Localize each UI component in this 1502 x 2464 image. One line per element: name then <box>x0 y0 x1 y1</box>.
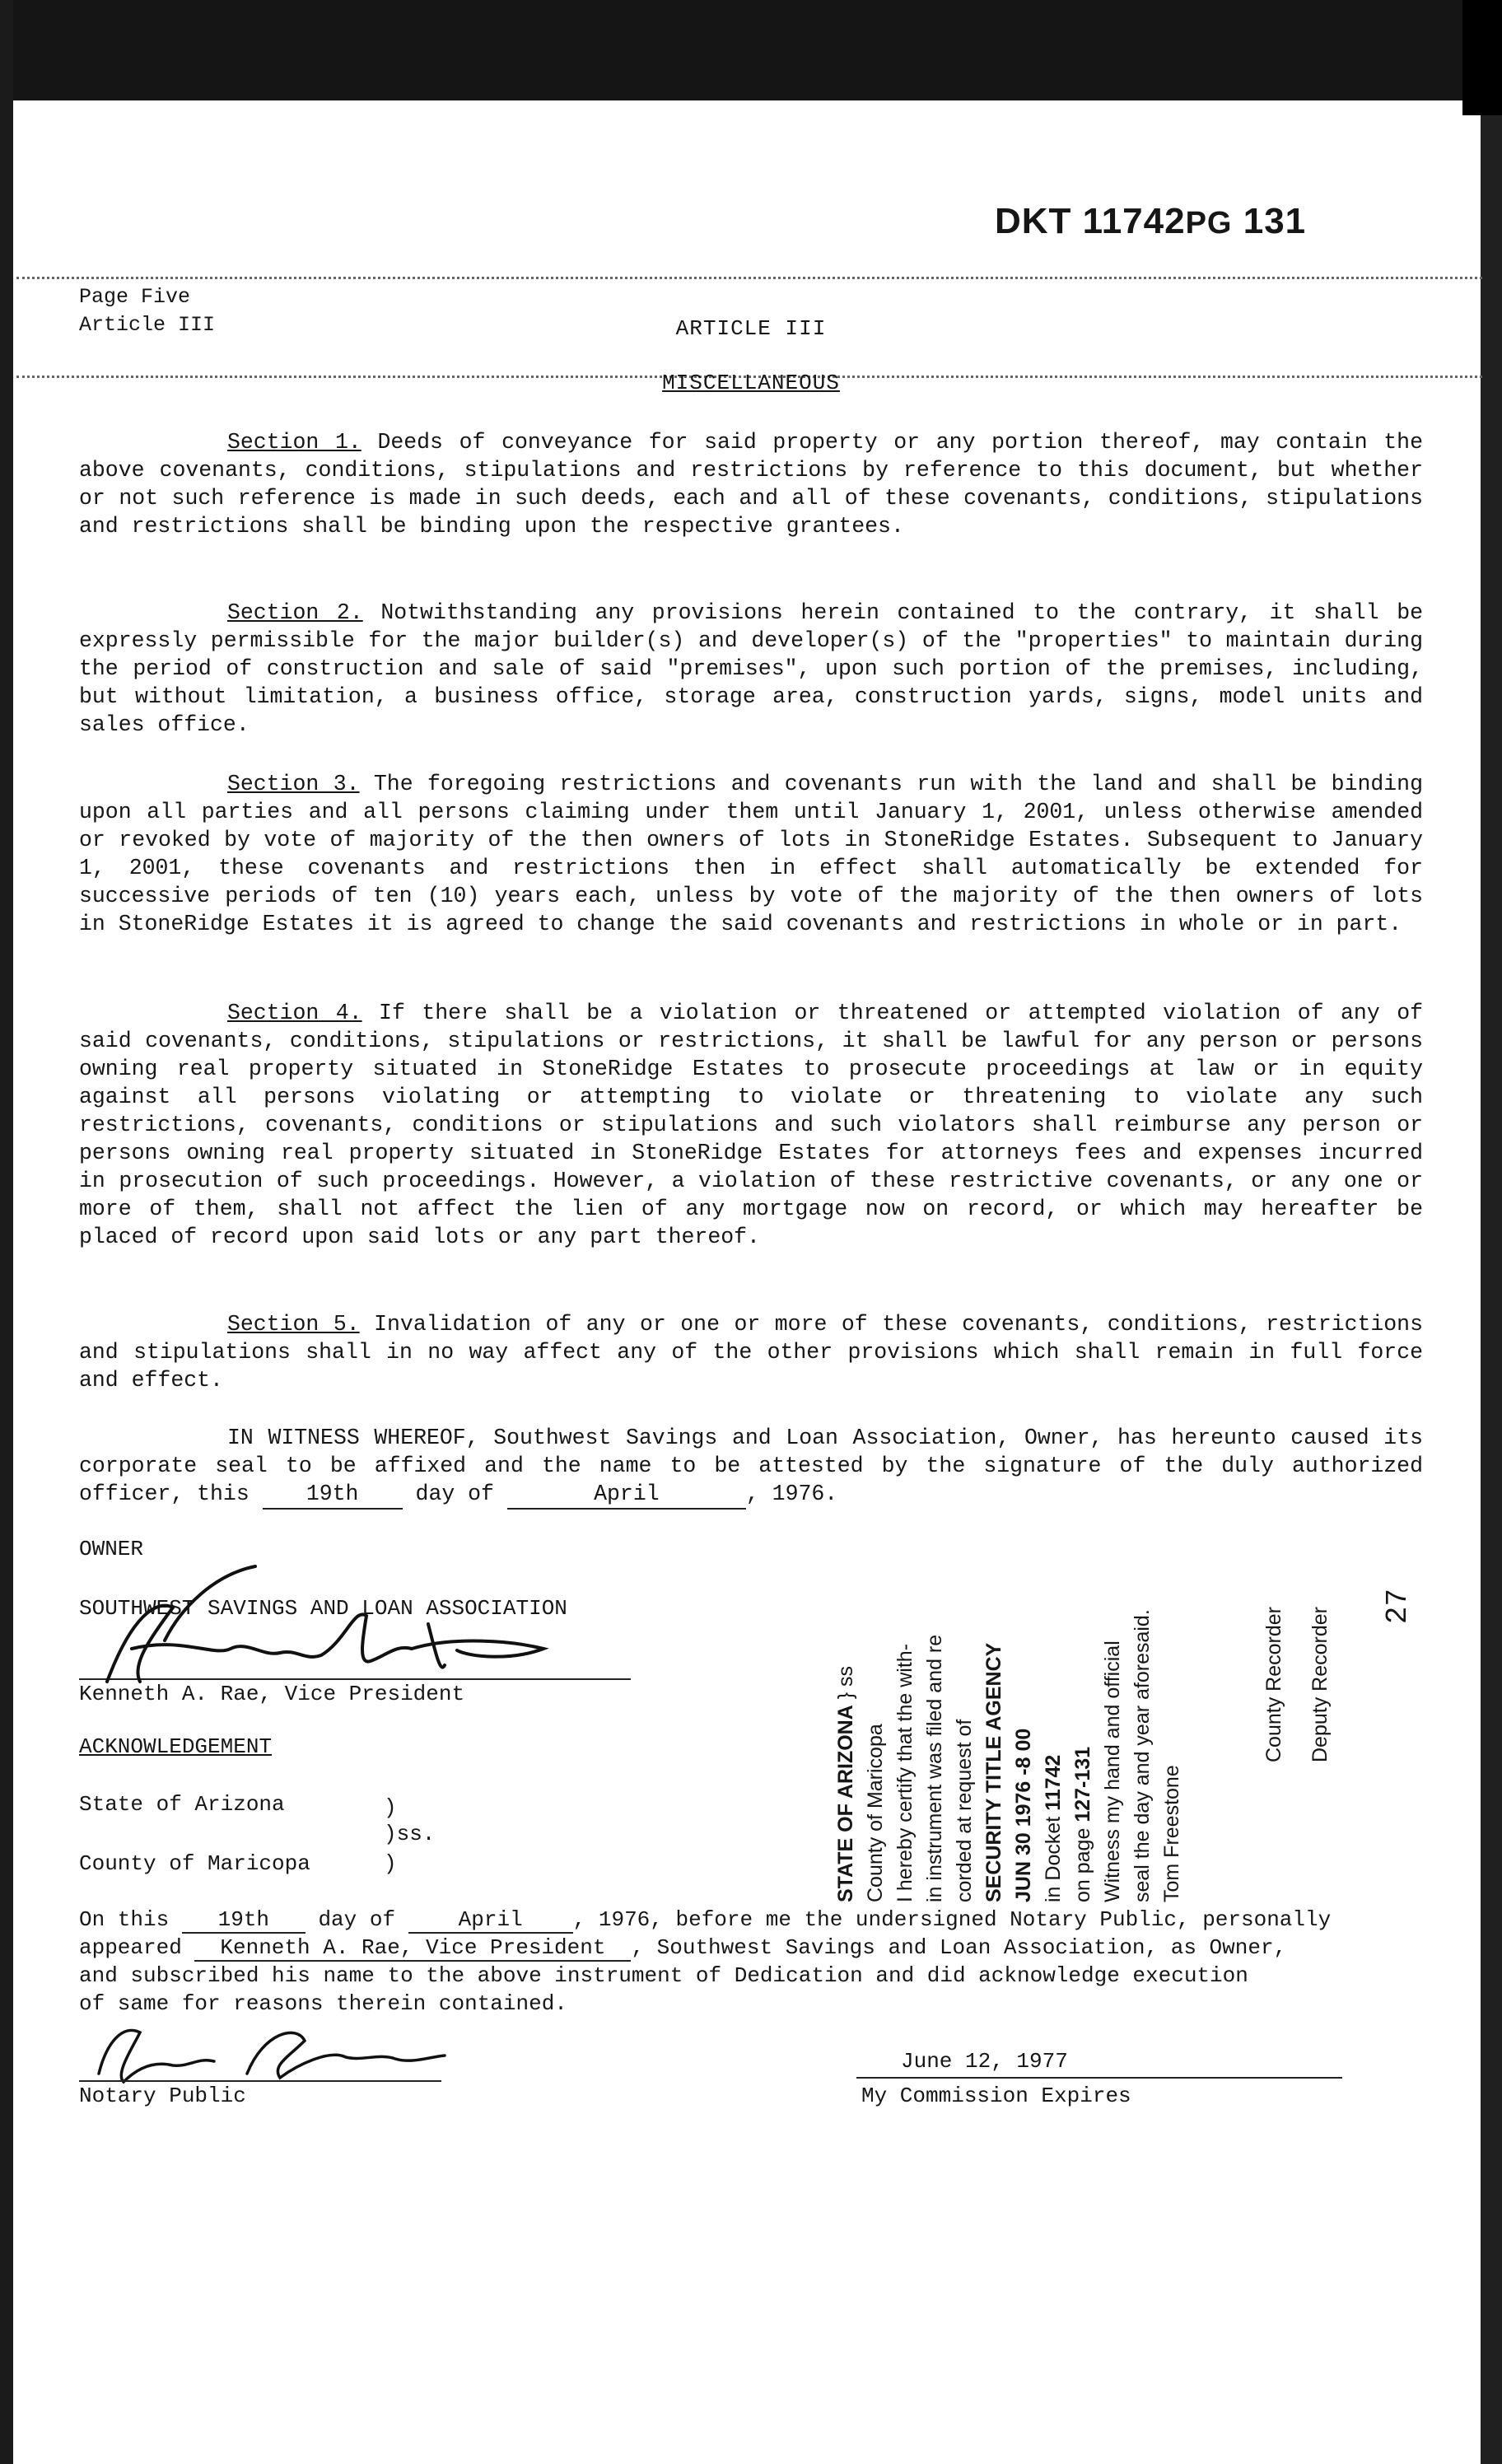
scan-corner-mark <box>1462 0 1502 115</box>
article-label: Article III <box>79 313 216 337</box>
ack-line-2: appeared Kenneth A. Rae, Vice President , Southwest Savings and Loan Association, as Owner, <box>79 1935 1287 1960</box>
ack-ss: )ss. <box>384 1822 436 1846</box>
witness-clause: IN WITNESS WHEREOF, Southwest Savings and Loan Association, Owner, has hereunto caused its corporate seal to be affixed and the name to be attested by the signature of the duly authorized officer, this 19th day of April , 1976. <box>79 1424 1423 1510</box>
owner-entity: SOUTHWEST SAVINGS AND LOAN ASSOCIATION <box>79 1596 567 1621</box>
owner-label: OWNER <box>79 1537 144 1561</box>
notary-signature-line <box>79 2080 441 2082</box>
commission-date: June 12, 1977 <box>901 2049 1068 2074</box>
ack-line-1: On this 19th day of April , 1976, before me the undersigned Notary Public, personally <box>79 1907 1332 1932</box>
section-3: Section 3. The foregoing restrictions and covenants run with the land and shall be binding upon all parties and all persons claiming under them until January 1, 2001, unless otherwise amended or revoked by vote of majority of the then owners of lots in StoneRidge Estates. Subsequent to January 1, 2001, these covenants and restrictions then in effect shall automatically be extended for successive periods of ten (10) years each, unless by vote of the majority of the then owners of lots in StoneRidge Estates it is agreed to change the said covenants and restrictions in whole or in part. <box>79 772 1423 936</box>
acknowledgement-heading: ACKNOWLEDGEMENT <box>79 1734 273 1759</box>
article-title: ARTICLE III <box>675 316 827 341</box>
ack-state: State of Arizona <box>79 1792 285 1817</box>
margin-number: 27 <box>1381 1588 1416 1625</box>
section-1: Section 1. Deeds of conveyance for said property or any portion thereof, may contain the above covenants, conditions, stipulations and restrictions by reference to this document, but whether or not such reference is made in such deeds, each and all of these covenants, conditions, stipulations and restrictions shall be binding upon the respective grantees. <box>79 430 1423 539</box>
section-5: Section 5. Invalidation of any or one or more of these covenants, conditions, restrictions and stipulations shall in no way affect any of the other provisions which shall remain in full force and effect. <box>79 1312 1423 1393</box>
scan-border-left <box>0 0 13 2464</box>
docket-number: DKT 11742PG 131 <box>995 201 1307 241</box>
ack-line-4: of same for reasons therein contained. <box>79 1991 567 2016</box>
recorder-titles: County Recorder Deputy Recorder <box>1262 1607 1332 1762</box>
dashed-divider <box>16 277 1482 279</box>
ack-line-3: and subscribed his name to the above instrument of Dedication and did acknowledge execution <box>79 1963 1248 1988</box>
recorder-stamp: STATE OF ARIZONA } ss County of Maricopa I hereby certify that the with- in instrument was filed and re corded at request of SECURITY TITLE AGENCY JUN 30 1976 -8 00 in Docket 11742 on page 127-131 Witness my hand and official seal the day and year aforesaid. Tom Freestone <box>834 1609 1183 1902</box>
section-heading: MISCELLANEOUS <box>662 371 840 395</box>
notary-label: Notary Public <box>79 2084 246 2108</box>
ack-paren: ) <box>384 1795 397 1820</box>
ack-county: County of Maricopa <box>79 1851 310 1876</box>
commission-label: My Commission Expires <box>861 2084 1131 2108</box>
ack-paren: ) <box>384 1851 397 1876</box>
scan-border-right <box>1481 0 1502 2464</box>
section-2: Section 2. Notwithstanding any provisions herein contained to the contrary, it shall be expressly permissible for the major builder(s) and developer(s) of the "properties" to maintain during the period of construction and sale of said "premises", upon such portion of the premises, including, but without limitation, a business office, storage area, construction yards, signs, model units and sales office. <box>79 600 1423 737</box>
scan-border-top <box>0 0 1502 100</box>
page-label: Page Five <box>79 285 191 309</box>
commission-line <box>856 2077 1342 2079</box>
signer-name: Kenneth A. Rae, Vice President <box>79 1682 465 1706</box>
section-4: Section 4. If there shall be a violation or threatened or attempted violation of any of said covenants, conditions, stipulations or restrictions, it shall be lawful for any person or persons owning real property situated in StoneRidge Estates to prosecute proceedings at law or in equity against all persons violating or attempting to violate or threatening to violate any such restrictions, covenants, conditions or stipulations and such violators shall reimburse any person or persons owning real property situated in StoneRidge Estates for attorneys fees and expenses incurred in prosecution of such proceedings. However, a violation of these restrictive covenants, or any one or more of them, shall not affect the lien of any mortgage now on record, or which may hereafter be placed of record upon said lots or any part thereof. <box>79 1001 1423 1249</box>
